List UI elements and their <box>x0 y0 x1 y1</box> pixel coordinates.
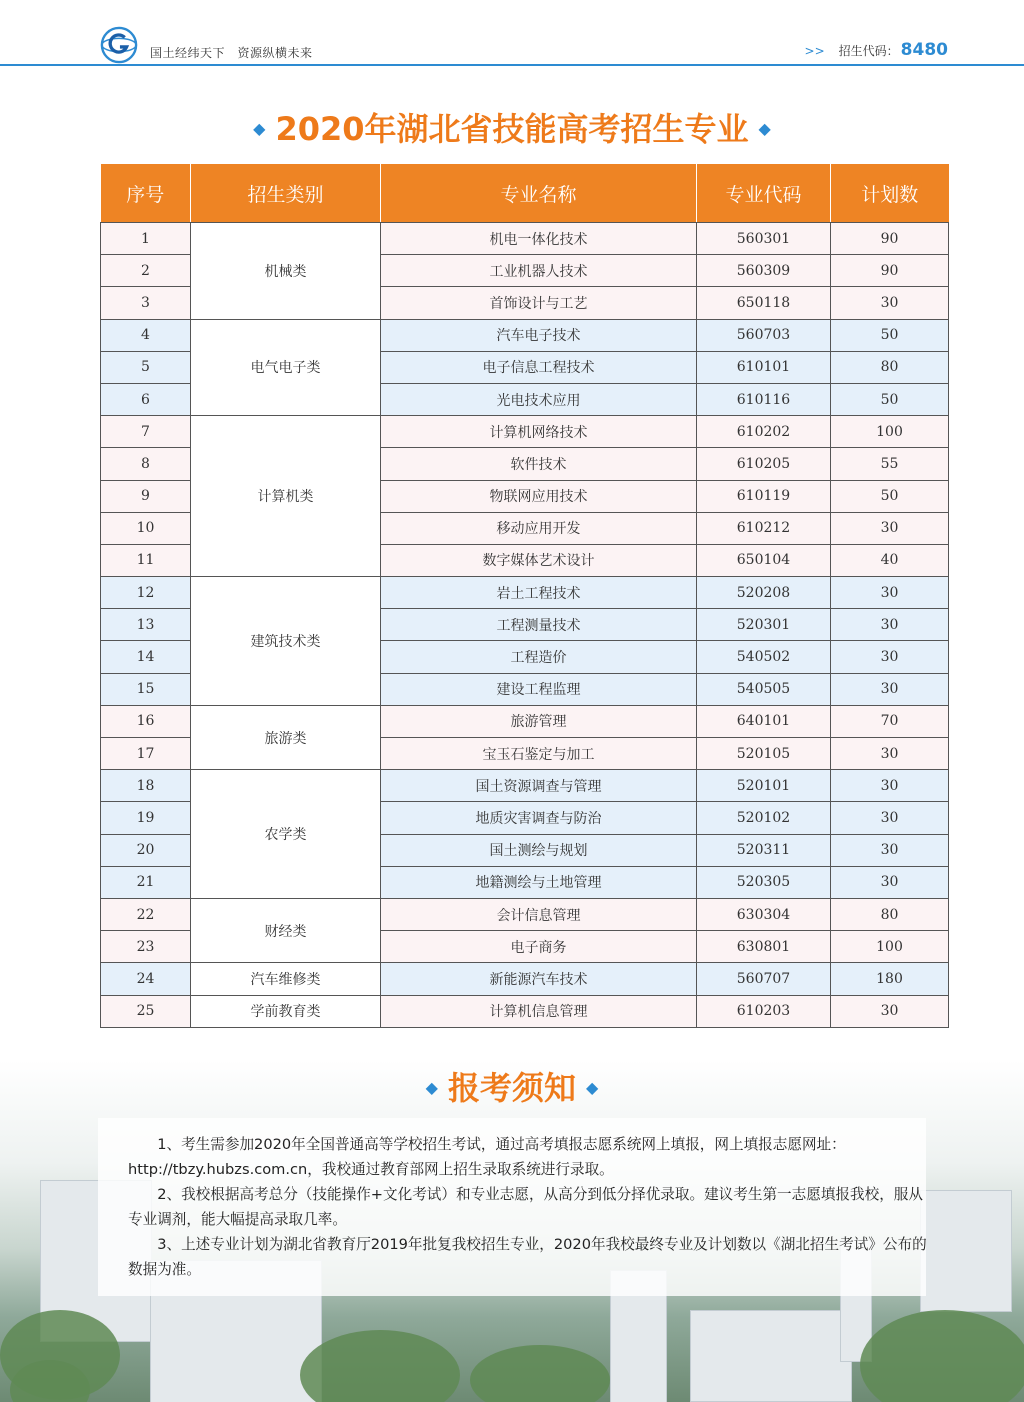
header-category: 招生类别 <box>191 164 381 223</box>
cell-code: 630304 <box>697 898 831 930</box>
cell-category: 农学类 <box>191 770 381 899</box>
diamond-icon: ◆ <box>586 1077 599 1097</box>
cell-category: 旅游类 <box>191 705 381 769</box>
cell-major: 地籍测绘与土地管理 <box>381 866 697 898</box>
cell-code: 520208 <box>697 577 831 609</box>
cell-category: 建筑技术类 <box>191 577 381 706</box>
cell-plan: 90 <box>831 255 949 287</box>
cell-major: 国土测绘与规划 <box>381 834 697 866</box>
page-header <box>0 0 1024 68</box>
cell-code: 610203 <box>697 995 831 1027</box>
cell-no: 19 <box>101 802 191 834</box>
notice-title <box>0 1063 1024 1109</box>
cell-major: 工程造价 <box>381 641 697 673</box>
cell-plan: 30 <box>831 577 949 609</box>
cell-plan: 30 <box>831 834 949 866</box>
cell-plan: 30 <box>831 609 949 641</box>
cell-no: 4 <box>101 319 191 351</box>
cell-no: 1 <box>101 223 191 255</box>
cell-plan: 40 <box>831 544 949 576</box>
cell-no: 11 <box>101 544 191 576</box>
notice-box <box>98 1118 926 1296</box>
cell-code: 560703 <box>697 319 831 351</box>
cell-no: 7 <box>101 416 191 448</box>
cell-no: 9 <box>101 480 191 512</box>
cell-plan: 30 <box>831 512 949 544</box>
cell-no: 10 <box>101 512 191 544</box>
table-row <box>101 223 949 255</box>
cell-major: 建设工程监理 <box>381 673 697 705</box>
header-slogan: 国土经纬天下 资源纵横未来 <box>150 46 313 60</box>
table-row <box>101 995 949 1027</box>
cell-major: 物联网应用技术 <box>381 480 697 512</box>
cell-major: 电子商务 <box>381 931 697 963</box>
cell-major: 电子信息工程技术 <box>381 351 697 383</box>
cell-major: 新能源汽车技术 <box>381 963 697 995</box>
table-header-row <box>101 164 949 223</box>
cell-no: 17 <box>101 738 191 770</box>
cell-no: 20 <box>101 834 191 866</box>
cell-plan: 80 <box>831 898 949 930</box>
table-row <box>101 577 949 609</box>
cell-major: 旅游管理 <box>381 705 697 737</box>
cell-code: 650118 <box>697 287 831 319</box>
cell-code: 520301 <box>697 609 831 641</box>
cell-no: 15 <box>101 673 191 705</box>
enrollment-code <box>805 40 948 60</box>
cell-major: 计算机网络技术 <box>381 416 697 448</box>
cell-no: 24 <box>101 963 191 995</box>
enrollment-table <box>100 164 949 1028</box>
cell-no: 23 <box>101 931 191 963</box>
cell-major: 汽车电子技术 <box>381 319 697 351</box>
cell-major: 会计信息管理 <box>381 898 697 930</box>
cell-code: 650104 <box>697 544 831 576</box>
cell-major: 软件技术 <box>381 448 697 480</box>
cell-no: 12 <box>101 577 191 609</box>
cell-no: 3 <box>101 287 191 319</box>
table-row <box>101 898 949 930</box>
cell-no: 6 <box>101 383 191 415</box>
cell-major: 宝玉石鉴定与加工 <box>381 738 697 770</box>
cell-plan: 180 <box>831 963 949 995</box>
cell-code: 610212 <box>697 512 831 544</box>
cell-no: 18 <box>101 770 191 802</box>
cell-major: 光电技术应用 <box>381 383 697 415</box>
page-title-text: 2020年湖北省技能高考招生专业 <box>275 110 749 148</box>
cell-major: 工程测量技术 <box>381 609 697 641</box>
cell-plan: 30 <box>831 287 949 319</box>
cell-code: 540502 <box>697 641 831 673</box>
cell-plan: 90 <box>831 223 949 255</box>
double-chevron-icon: >> <box>804 44 825 58</box>
cell-plan: 30 <box>831 770 949 802</box>
cell-major: 国土资源调查与管理 <box>381 770 697 802</box>
cell-major: 数字媒体艺术设计 <box>381 544 697 576</box>
table-row <box>101 705 949 737</box>
diamond-icon: ◆ <box>758 118 771 138</box>
cell-code: 520105 <box>697 738 831 770</box>
cell-code: 610116 <box>697 383 831 415</box>
diamond-icon: ◆ <box>425 1077 438 1097</box>
cell-plan: 30 <box>831 802 949 834</box>
cell-code: 520305 <box>697 866 831 898</box>
cell-category: 机械类 <box>191 223 381 320</box>
notice-title-text: 报考须知 <box>447 1069 576 1107</box>
cell-category: 财经类 <box>191 898 381 962</box>
cell-no: 13 <box>101 609 191 641</box>
cell-code: 610202 <box>697 416 831 448</box>
diamond-icon: ◆ <box>253 118 266 138</box>
cell-code: 630801 <box>697 931 831 963</box>
cell-no: 8 <box>101 448 191 480</box>
cell-plan: 70 <box>831 705 949 737</box>
cell-major: 首饰设计与工艺 <box>381 287 697 319</box>
cell-no: 16 <box>101 705 191 737</box>
cell-code: 640101 <box>697 705 831 737</box>
cell-plan: 30 <box>831 641 949 673</box>
cell-major: 机电一体化技术 <box>381 223 697 255</box>
notice-paragraph-1: 1、考生需参加2020年全国普通高等学校招生考试，通过高考填报志愿系统网上填报，网上填报志愿网址：http://tbzy.hubzs.com.cn，我校通过教育部网上招生录取系统进行录取。 <box>128 1136 846 1178</box>
table-row <box>101 416 949 448</box>
cell-code: 610119 <box>697 480 831 512</box>
cell-category: 计算机类 <box>191 416 381 577</box>
header-divider <box>0 64 1024 66</box>
cell-code: 560309 <box>697 255 831 287</box>
cell-plan: 100 <box>831 416 949 448</box>
table-row <box>101 319 949 351</box>
header-code: 专业代码 <box>697 164 831 223</box>
cell-no: 14 <box>101 641 191 673</box>
cell-plan: 30 <box>831 673 949 705</box>
cell-code: 520102 <box>697 802 831 834</box>
cell-category: 学前教育类 <box>191 995 381 1027</box>
header-plan: 计划数 <box>831 164 949 223</box>
cell-no: 22 <box>101 898 191 930</box>
cell-code: 540505 <box>697 673 831 705</box>
cell-major: 工业机器人技术 <box>381 255 697 287</box>
cell-no: 2 <box>101 255 191 287</box>
notice-paragraph-2: 2、我校根据高考总分（技能操作+文化考试）和专业志愿，从高分到低分择优录取。建议考生第一志愿填报我校，服从专业调剂，能大幅提高录取几率。 <box>128 1186 923 1228</box>
cell-code: 560707 <box>697 963 831 995</box>
cell-no: 5 <box>101 351 191 383</box>
cell-code: 520101 <box>697 770 831 802</box>
cell-code: 610101 <box>697 351 831 383</box>
cell-code: 520311 <box>697 834 831 866</box>
cell-category: 电气电子类 <box>191 319 381 416</box>
school-logo-icon <box>100 26 138 64</box>
cell-no: 21 <box>101 866 191 898</box>
cell-plan: 30 <box>831 995 949 1027</box>
cell-code: 560301 <box>697 223 831 255</box>
header-major: 专业名称 <box>381 164 697 223</box>
cell-plan: 30 <box>831 738 949 770</box>
cell-category: 汽车维修类 <box>191 963 381 995</box>
cell-plan: 50 <box>831 383 949 415</box>
notice-paragraph-3: 3、上述专业计划为湖北省教育厅2019年批复我校招生专业，2020年我校最终专业及计划数以《湖北招生考试》公布的数据为准。 <box>128 1236 927 1278</box>
cell-plan: 80 <box>831 351 949 383</box>
header-no: 序号 <box>101 164 191 223</box>
page-title <box>0 104 1024 150</box>
code-label: 招生代码： <box>838 44 899 58</box>
cell-major: 岩土工程技术 <box>381 577 697 609</box>
cell-plan: 50 <box>831 319 949 351</box>
cell-major: 移动应用开发 <box>381 512 697 544</box>
cell-plan: 50 <box>831 480 949 512</box>
table-row <box>101 770 949 802</box>
cell-major: 地质灾害调查与防治 <box>381 802 697 834</box>
cell-major: 计算机信息管理 <box>381 995 697 1027</box>
cell-plan: 55 <box>831 448 949 480</box>
cell-plan: 30 <box>831 866 949 898</box>
cell-no: 25 <box>101 995 191 1027</box>
table-body <box>101 223 949 1028</box>
code-value: 8480 <box>900 40 948 60</box>
cell-code: 610205 <box>697 448 831 480</box>
table-row <box>101 963 949 995</box>
cell-plan: 100 <box>831 931 949 963</box>
